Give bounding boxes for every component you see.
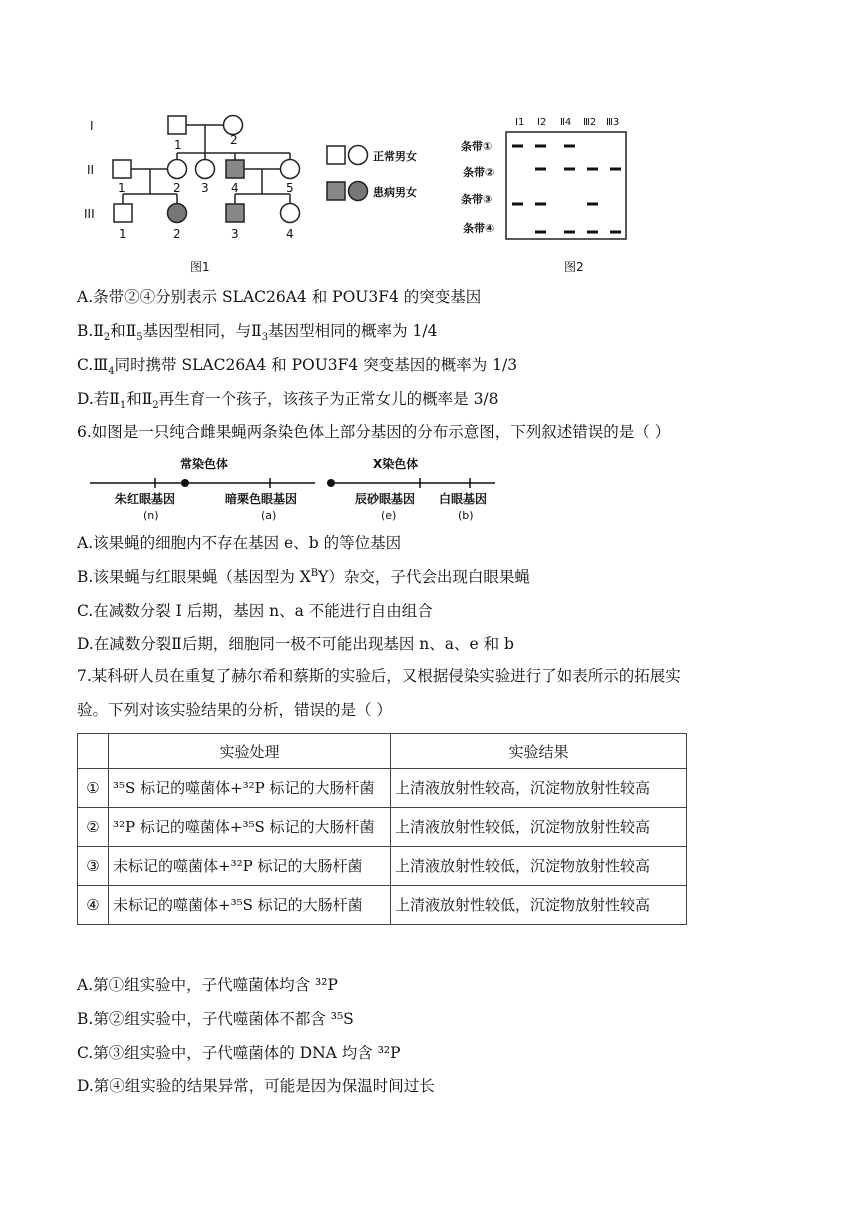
q5-option-d: D.若$Ⅱ_1$和$Ⅱ_2$再生育一个孩子，该孩子为正常女儿的概率是 3/8 <box>77 390 499 412</box>
gen3-num: 1 <box>119 227 127 241</box>
q6-option-a: A.该果蝇的细胞内不存在基因 e、b 的等位基因 <box>77 534 402 552</box>
band-label: 条带③ <box>461 193 493 206</box>
q5-option-c: $C.Ⅲ_4$同时携带 SLAC26A4 和 POU3F4 突变基因的概率为 1/3 <box>77 356 518 378</box>
electrophoresis-figure <box>455 110 645 245</box>
figure1-caption: 图1 <box>190 260 210 274</box>
q5-option-a: A.条带②④分别表示 SLAC26A4 和 POU3F4 的突变基因 <box>77 288 482 306</box>
gene-name: 朱红眼基因 <box>115 492 176 506</box>
row-result: 上清液放射性较低，沉淀物放射性较高 <box>391 808 687 847</box>
band-label: 条带④ <box>463 222 495 235</box>
row-result: 上清液放射性较低，沉淀物放射性较高 <box>391 847 687 886</box>
chromosome-figure <box>85 453 505 523</box>
gene-symbol: (b) <box>458 509 474 522</box>
gen-label-iii: III <box>84 207 95 221</box>
gen2-num: 3 <box>201 181 209 195</box>
row-number: ③ <box>78 847 109 886</box>
gen2-num: 5 <box>286 181 294 195</box>
table-row <box>78 847 687 886</box>
row-number: ① <box>78 769 109 808</box>
q7-option-a: A.第①组实验中，子代噬菌体均含 ³²P <box>77 976 338 994</box>
table-header-row <box>78 734 687 769</box>
gen2-num: 2 <box>173 181 181 195</box>
gen3-num: 2 <box>173 227 181 241</box>
gen3-num: 3 <box>231 227 239 241</box>
gene-symbol: (a) <box>261 509 277 522</box>
q7-option-b: B.第②组实验中，子代噬菌体不都含 ³⁵S <box>77 1010 354 1028</box>
q7-stem-line1: 7.某科研人员在重复了赫尔希和蔡斯的实验后，又根据侵染实验进行了如表所示的拓展实 <box>77 667 681 685</box>
table-header: 实验处理 <box>109 734 391 769</box>
lane-label: Ⅰ2 <box>537 117 547 128</box>
chrom2-title: X染色体 <box>373 457 419 471</box>
q6-option-c: C.在减数分裂 I 后期，基因 n、a 不能进行自由组合 <box>77 602 433 620</box>
gene-name: 暗栗色眼基因 <box>225 492 298 506</box>
q6-stem: 6.如图是一只纯合雌果蝇两条染色体上部分基因的分布示意图，下列叙述错误的是（ ） <box>77 423 671 441</box>
q7-option-d: D.第④组实验的结果异常，可能是因为保温时间过长 <box>77 1077 435 1095</box>
lane-label: Ⅲ3 <box>606 117 620 128</box>
row-result: 上清液放射性较低，沉淀物放射性较高 <box>391 886 687 925</box>
row-treatment: 未标记的噬菌体+³²P 标记的大肠杆菌 <box>109 847 391 886</box>
q6-option-d: D.在减数分裂Ⅱ后期，细胞同一极不可能出现基因 n、a、e 和 b <box>77 635 514 653</box>
q5-option-b: $B.Ⅱ_2$和$Ⅱ_5$基因型相同，与$Ⅱ_3$基因型相同的概率为 1/4 <box>77 322 438 344</box>
band-label: 条带② <box>463 166 495 179</box>
gen-label-ii: II <box>87 163 95 177</box>
legend-normal-label: 正常男女 <box>373 150 417 163</box>
figure2-caption: 图2 <box>564 260 584 274</box>
lane-label: Ⅲ2 <box>583 117 597 128</box>
table-row <box>78 808 687 847</box>
gene-name: 白眼基因 <box>439 492 488 506</box>
pedigree-figure <box>80 108 460 268</box>
gen2-num: 4 <box>231 181 239 195</box>
table-header <box>78 734 109 769</box>
experiment-table <box>77 733 687 925</box>
gene-name: 辰砂眼基因 <box>355 492 416 506</box>
gene-symbol: (n) <box>143 509 159 522</box>
row-result: 上清液放射性较高，沉淀物放射性较高 <box>391 769 687 808</box>
q7-stem-line2: 验。下列对该实验结果的分析，错误的是（ ） <box>77 701 392 719</box>
chrom1-title: 常染色体 <box>180 457 229 471</box>
table-row <box>78 886 687 925</box>
gen1-num: 1 <box>174 138 182 152</box>
gen1-num: 2 <box>230 133 238 147</box>
gen2-num: 1 <box>118 181 126 195</box>
lane-label: Ⅱ4 <box>560 117 572 128</box>
row-number: ④ <box>78 886 109 925</box>
gen-label-i: I <box>90 119 94 133</box>
band-label: 条带① <box>461 140 493 153</box>
row-treatment: ³⁵S 标记的噬菌体+³²P 标记的大肠杆菌 <box>109 769 391 808</box>
gene-symbol: (e) <box>381 509 397 522</box>
gen3-num: 4 <box>286 227 294 241</box>
table-header: 实验结果 <box>391 734 687 769</box>
row-number: ② <box>78 808 109 847</box>
q7-option-c: C.第③组实验中，子代噬菌体的 DNA 均含 ³²P <box>77 1044 401 1062</box>
legend-affected-label: 患病男女 <box>373 186 417 199</box>
row-treatment: ³²P 标记的噬菌体+³⁵S 标记的大肠杆菌 <box>109 808 391 847</box>
table-row <box>78 769 687 808</box>
lane-label: Ⅰ1 <box>515 117 525 128</box>
row-treatment: 未标记的噬菌体+³⁵S 标记的大肠杆菌 <box>109 886 391 925</box>
q6-option-b: B.该果蝇与红眼果蝇（基因型为 $X^BY$）杂交，子代会出现白眼果蝇 <box>77 567 530 586</box>
